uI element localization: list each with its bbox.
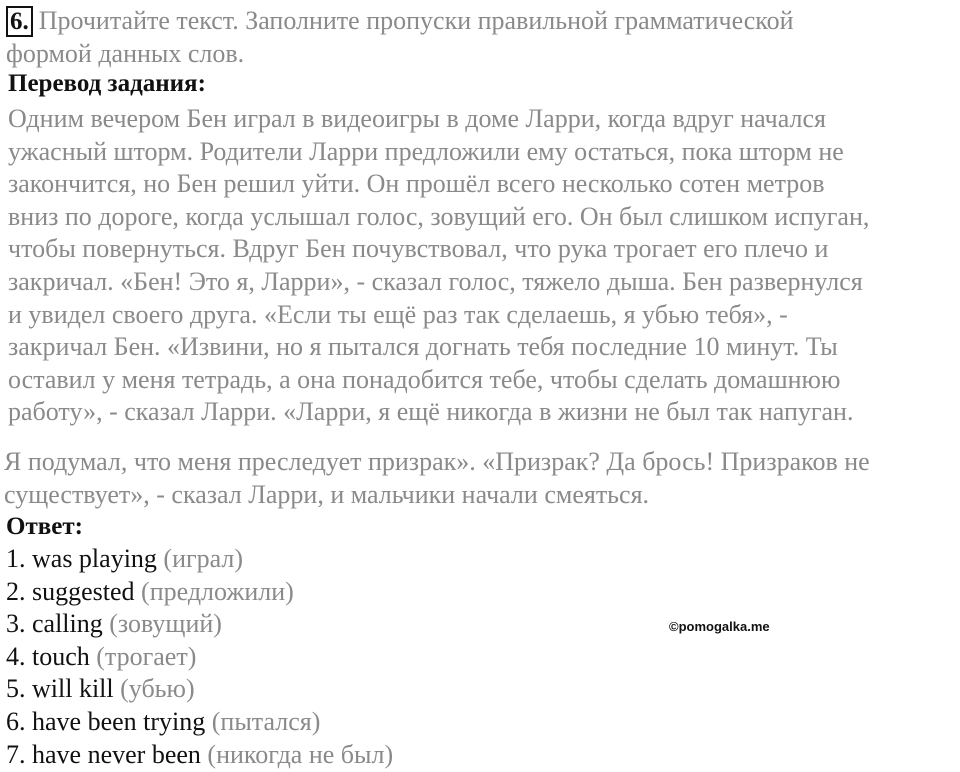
task-number: 6. — [6, 6, 33, 37]
translation-line: чтобы повернуться. Вдруг Бен почувствовал, что рука трогает его плечо и — [8, 234, 829, 264]
answer-english: suggested — [32, 576, 135, 606]
answer-english: have never been — [32, 739, 201, 769]
translation-line: ужасный шторм. Родители Ларри предложили ему остаться, пока шторм не — [8, 136, 844, 166]
answer-item — [6, 706, 706, 739]
translation-line: существует», - сказал Ларри, и мальчики начали смеяться. — [4, 479, 650, 509]
answer-russian: (убью) — [120, 674, 195, 704]
answer-number: 4. — [6, 641, 26, 671]
answer-number: 2. — [6, 576, 26, 606]
answer-english: have been trying — [32, 706, 206, 736]
answer-russian: (играл) — [163, 544, 244, 573]
answer-english: was playing — [32, 544, 157, 573]
answer-number: 7. — [6, 739, 26, 769]
answer-number: 5. — [6, 674, 26, 704]
task-instruction-line-1: Прочитайте текст. Заполните пропуски правильной грамматической — [38, 6, 794, 35]
translation-paragraph — [8, 103, 953, 429]
answer-item — [6, 673, 706, 706]
answer-item — [6, 576, 706, 609]
answer-russian: (никогда не был) — [207, 739, 394, 769]
translation-line: оставил у меня тетрадь, а она понадобится тебе, чтобы сделать домашнюю — [8, 364, 841, 394]
answer-english: will kill — [32, 674, 114, 704]
task-instruction — [6, 4, 946, 70]
translation-continuation — [4, 446, 949, 511]
translation-heading: Перевод задания: — [8, 70, 206, 97]
answer-russian: (зовущий) — [109, 609, 222, 639]
answer-number: 3. — [6, 609, 26, 639]
answer-number: 6. — [6, 706, 26, 736]
task-instruction-line-2: формой данных слов. — [6, 39, 245, 68]
translation-line: Я подумал, что меня преследует призрак». «Призрак? Да брось! Призраков не — [4, 447, 870, 476]
answer-item — [6, 641, 706, 674]
translation-line: закричал. «Бен! Это я, Ларри», - сказал голос, тяжело дыша. Бен развернулся — [8, 266, 863, 296]
translation-line: работу», - сказал Ларри. «Ларри, я ещё никогда в жизни не был так напуган. — [8, 397, 854, 427]
answer-heading: Ответ: — [6, 513, 83, 540]
answer-item — [6, 608, 706, 641]
translation-line: вниз по дороге, когда услышал голос, зовущий его. Он был слишком испуган, — [8, 201, 870, 231]
answer-russian: (пытался) — [211, 706, 321, 736]
answer-number: 1. — [6, 544, 26, 573]
answer-list — [6, 543, 706, 771]
translation-line: и увидел своего друга. «Если ты ещё раз так сделаешь, я убью тебя», - — [8, 299, 788, 329]
translation-line: закричал Бен. «Извини, но я пытался догнать тебя последние 10 минут. Ты — [8, 332, 838, 362]
translation-line: Одним вечером Бен играл в видеоигры в доме Ларри, когда вдруг начался — [8, 104, 826, 133]
watermark-text: ©pomogalka.me — [669, 619, 770, 634]
answer-russian: (трогает) — [96, 641, 197, 671]
answer-english: calling — [32, 609, 103, 639]
answer-item — [6, 739, 706, 772]
answer-russian: (предложили) — [141, 576, 294, 606]
translation-line: закончится, но Бен решил уйти. Он прошёл всего несколько сотен метров — [8, 169, 825, 199]
answer-item — [6, 543, 706, 576]
answer-english: touch — [32, 641, 90, 671]
